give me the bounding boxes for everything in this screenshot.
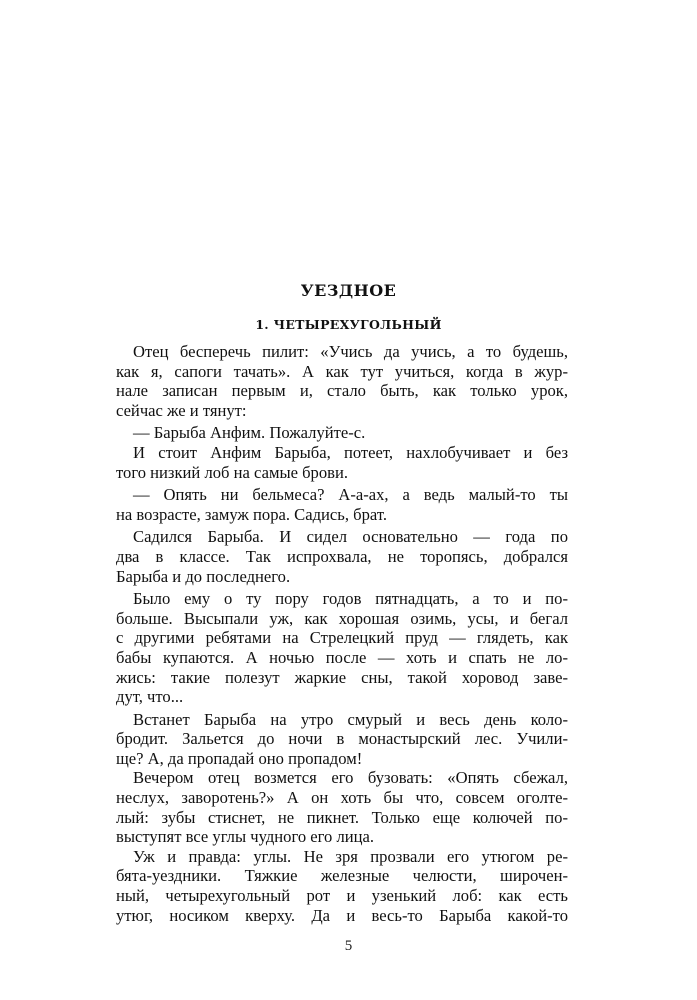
text-line: того низкий лоб на самые брови. [116, 462, 349, 482]
text-line: ный, четырехугольный рот и узенький лоб: как есть [116, 886, 568, 906]
story-title: УЕЗДНОЕ [300, 281, 397, 300]
paragraph [116, 342, 568, 420]
text-line: два в классе. Так испрохвала, не торопясь, добрался [116, 546, 568, 566]
paragraph [116, 710, 568, 769]
text-line: Встанет Барыба на утро смурый и весь день коло- [133, 709, 568, 729]
text-line: утюг, носиком кверху. Да и весь-то Барыба какой-то [116, 905, 568, 925]
text-line: больше. Высыпали уж, как хорошая озимь, усы, и бегал [116, 608, 568, 628]
paragraph [116, 423, 568, 443]
text-line: как я, сапоги тачать». А как тут учиться, когда в жур- [116, 361, 568, 381]
text-line: на возрасте, замуж пора. Садись, брат. [116, 504, 387, 524]
paragraph [116, 443, 568, 482]
text-line: бабы купаются. А ночью после — хоть и спать не ло- [116, 647, 568, 667]
paragraph [116, 768, 568, 846]
body-text [116, 342, 568, 925]
text-line: И стоит Анфим Барыба, потеет, нахлобучивает и без [133, 442, 568, 462]
text-line: с другими ребятами на Стрелецкий пруд — глядеть, как [116, 628, 568, 648]
text-line: Вечером отец возмется его бузовать: «Опять сбежал, [133, 768, 568, 788]
chapter-heading: 1. ЧЕТЫРЕХУГОЛЬНЫЙ [255, 317, 442, 332]
text-line: бродит. Зальется до ночи в монастырский лес. Учили- [116, 729, 568, 749]
text-line: Уж и правда: углы. Не зря прозвали его утюгом ре- [133, 846, 568, 866]
text-line: Барыба и до последнего. [116, 566, 291, 586]
text-line: лый: зубы стиснет, не пикнет. Только еще колючей по- [116, 807, 568, 827]
text-line: Садился Барыба. И сидел основательно — года по [133, 527, 568, 547]
paragraph [116, 527, 568, 586]
text-line: Было ему о ту пору годов пятнадцать, а то и по- [133, 589, 568, 609]
text-line: Отец бесперечь пилит: «Учись да учись, а то будешь, [133, 342, 568, 361]
text-line: — Барыба Анфим. Пожалуйте-с. [133, 423, 366, 443]
paragraph [116, 589, 568, 707]
text-line: дут, что... [116, 687, 184, 707]
paragraph [116, 847, 568, 925]
text-line: выступят все углы чудного его лица. [116, 827, 375, 847]
page-number: 5 [344, 938, 353, 955]
text-line: нале записан первым и, стало быть, как только урок, [116, 381, 568, 401]
text-line: неслух, заворотень?» А он хоть бы что, совсем оголте- [116, 788, 568, 808]
text-line: бята-уездники. Тяжкие железные челюсти, широчен- [116, 866, 568, 886]
text-line: сейчас же и тянут: [116, 400, 247, 420]
text-line: — Опять ни бельмеса? А-а-ах, а ведь малый-то ты [133, 485, 568, 505]
text-line: ще? А, да пропадай оно пропадом! [116, 748, 363, 768]
text-line: жись: такие полезут жаркие сны, такой хоровод заве- [116, 667, 568, 687]
paragraph [116, 485, 568, 524]
